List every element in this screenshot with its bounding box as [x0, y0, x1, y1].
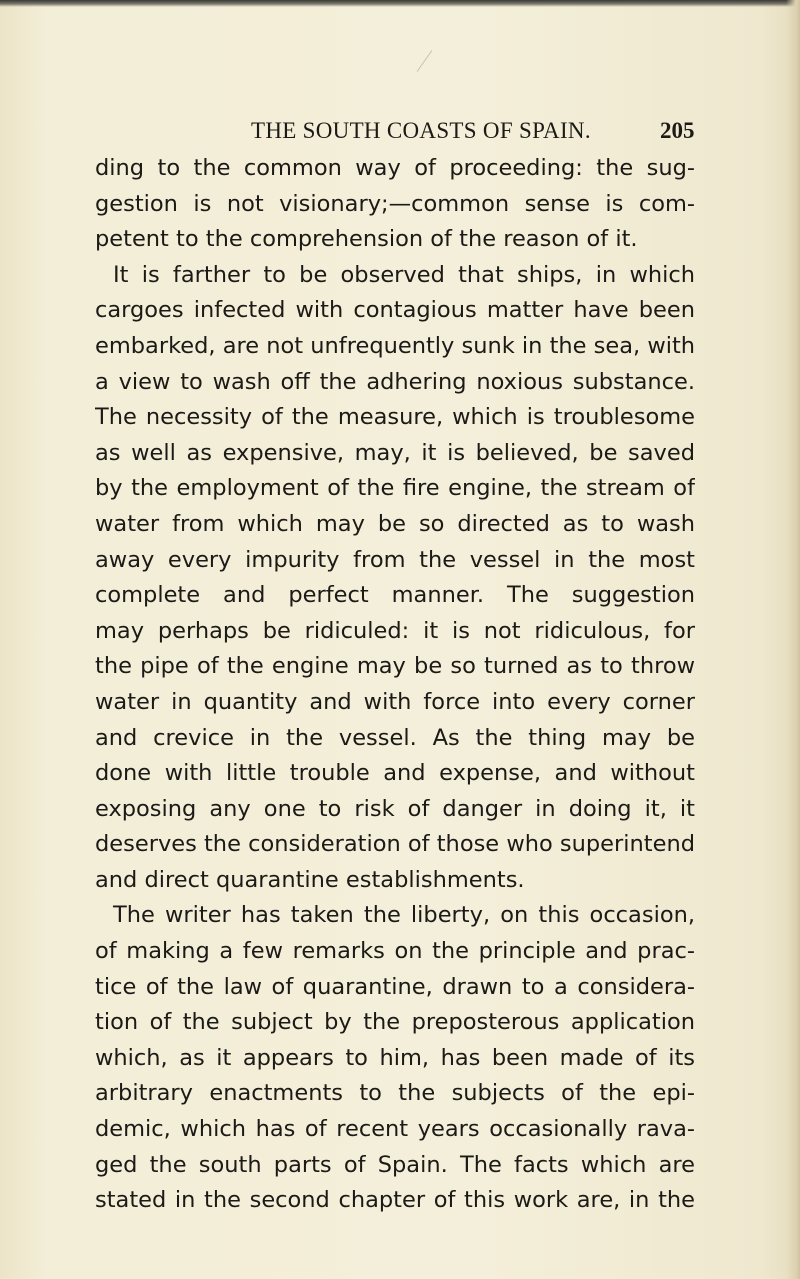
paragraph-start-line: It is farther to be observed that ships, in which: [113, 261, 695, 288]
text-line: embarked, are not unfrequently sunk in the sea, with: [95, 332, 695, 359]
text-line: and direct quarantine establishments.: [95, 866, 525, 893]
text-line: of making a few remarks on the principle and prac-: [95, 938, 695, 965]
text-line: as well as expensive, may, it is believed, be saved: [95, 439, 695, 466]
running-head: [0, 116, 800, 146]
text-line: which, as it appears to him, has been made of its: [95, 1044, 695, 1071]
text-line: and crevice in the vessel. As the thing may be: [95, 724, 695, 751]
text-line: a view to wash off the adhering noxious substance.: [95, 368, 695, 395]
page-number: 205: [660, 118, 695, 143]
text-line: water from which may be so directed as to wash: [95, 510, 695, 537]
page-top-edge: [0, 0, 800, 7]
text-line: petent to the comprehension of the reason of it.: [95, 226, 638, 253]
text-line: water in quantity and with force into every corner: [95, 688, 695, 715]
text-line: may perhaps be ridiculed: it is not ridiculous, for: [95, 617, 695, 644]
body-text: [95, 151, 695, 1219]
text-line: exposing any one to risk of danger in doing it, it: [95, 795, 695, 822]
text-line: gestion is not visionary;—common sense is com-: [95, 190, 695, 217]
text-line: by the employment of the fire engine, the stream of: [95, 475, 695, 502]
text-line: tice of the law of quarantine, drawn to a considera-: [95, 973, 695, 1000]
text-line: cargoes infected with contagious matter have been: [95, 297, 695, 324]
page-right-edge: [786, 0, 800, 1279]
running-title: THE SOUTH COASTS OF SPAIN.: [251, 118, 591, 143]
text-line: complete and perfect manner. The suggestion: [95, 582, 695, 609]
stray-pencil-mark: [417, 50, 433, 72]
text-line: ding to the common way of proceeding: the sug-: [95, 155, 695, 181]
text-line: deserves the consideration of those who superintend: [95, 831, 695, 858]
text-line: done with little trouble and expense, and without: [95, 760, 695, 787]
text-line: away every impurity from the vessel in the most: [95, 546, 695, 573]
text-line: The necessity of the measure, which is troublesome: [95, 404, 695, 431]
text-line: demic, which has of recent years occasionally rava-: [95, 1116, 695, 1143]
paragraph-start-line: The writer has taken the liberty, on this occasion,: [113, 902, 695, 929]
text-line: stated in the second chapter of this work are, in the: [95, 1187, 695, 1214]
text-line: the pipe of the engine may be so turned as to throw: [95, 653, 695, 680]
text-line: ged the south parts of Spain. The facts which are: [95, 1151, 695, 1178]
text-line: arbitrary enactments to the subjects of the epi-: [95, 1080, 695, 1107]
text-line: tion of the subject by the preposterous application: [95, 1009, 695, 1036]
